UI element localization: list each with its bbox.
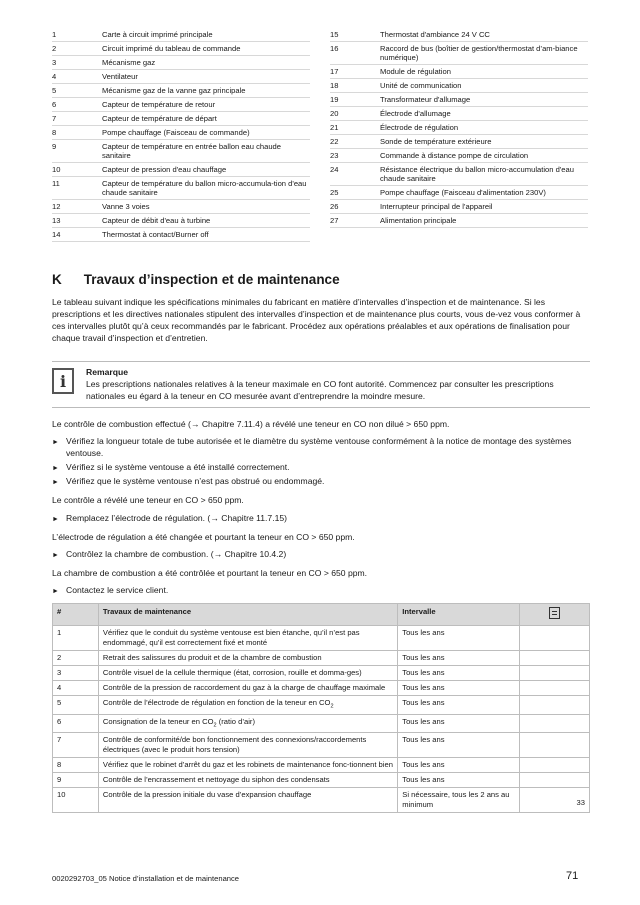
header-number: # [53, 604, 99, 626]
bullet-arrow-icon: ► [52, 439, 59, 446]
legend-item [52, 42, 310, 56]
legend-text: Mécanisme gaz [102, 58, 156, 67]
row-work: Contrôle de conformité/de bon fonctionnement des connexions/raccordements électriques (avec le produit hors tension) [98, 733, 397, 758]
table-header-row [53, 604, 590, 626]
legend-text: Carte à circuit imprimé principale [102, 30, 213, 39]
work-subscript: 2 [330, 703, 334, 710]
legend-text: Capteur de température de retour [102, 100, 216, 109]
legend-number: 2 [52, 44, 57, 53]
row-reference [520, 681, 590, 696]
legend-number: 10 [52, 165, 61, 174]
reference-page [524, 683, 585, 691]
row-number: 7 [53, 733, 99, 758]
work-text: Contrôle de l’électrode de régulation en fonction de la teneur en CO [102, 698, 331, 707]
legend-text: Capteur de pression d'eau chauffage [102, 165, 227, 174]
legend-number: 22 [330, 137, 339, 146]
row-interval: Tous les ans [398, 666, 520, 681]
legend-left-column [52, 28, 310, 242]
bullet-item: ► Remplacez l’électrode de régulation. (→ Chapitre 11.7.15) [52, 513, 590, 526]
work-text: Consignation de la teneur en CO [102, 716, 214, 726]
page-number: 71 [566, 870, 579, 882]
row-reference [520, 714, 590, 733]
footer-document-id: 0020292703_05 Notice d’installation et de maintenance [52, 874, 240, 883]
legend-number: 1 [52, 30, 57, 39]
legend-text: Capteur de température en entrée ballon eau chaude sanitaire [102, 142, 282, 160]
legend-number: 11 [52, 179, 60, 188]
row-work: Contrôle de la pression initiale du vase d’expansion chauffage [98, 788, 397, 813]
legend-item [330, 107, 588, 121]
reference-page [524, 698, 585, 706]
legend-number: 25 [330, 188, 339, 197]
legend-item [52, 112, 310, 126]
legend-text: Thermostat à contact/Burner off [102, 230, 209, 239]
legend-item [330, 28, 588, 42]
maintenance-table [52, 603, 590, 813]
legend-number: 9 [52, 142, 57, 151]
row-number: 1 [53, 626, 99, 651]
legend-number: 4 [52, 72, 57, 81]
reference-page [524, 717, 585, 725]
legend-right-column [330, 28, 588, 242]
row-work: Retrait des salissures du produit et de la chambre de combustion [98, 651, 397, 666]
table-row [53, 758, 590, 773]
row-reference [520, 626, 590, 651]
header-work: Travaux de maintenance [98, 604, 397, 626]
legend-number: 5 [52, 86, 57, 95]
legend-text: Capteur de température du ballon micro-accumula-tion d'eau chaude sanitaire [102, 179, 307, 197]
legend-item [52, 56, 310, 70]
row-reference [520, 788, 590, 813]
legend-number: 3 [52, 58, 57, 67]
legend-number: 17 [330, 67, 339, 76]
reference-page: 33 [576, 798, 585, 808]
legend-item [52, 98, 310, 112]
legend-text: Résistance électrique du ballon micro-accumulation d'eau chaude sanitaire [380, 165, 574, 183]
row-number: 4 [53, 681, 99, 696]
legend-item [330, 135, 588, 149]
table-row [53, 773, 590, 788]
row-interval: Tous les ans [398, 773, 520, 788]
legend-item [330, 65, 588, 79]
row-work: Contrôle de la pression de raccordement du gaz à la charge de chauffage maximale [98, 681, 397, 696]
step-paragraph-4: La chambre de combustion a été contrôlée et pourtant la teneur en CO > 650 ppm. [52, 568, 368, 578]
row-reference [520, 733, 590, 758]
legend-item [330, 79, 588, 93]
header-interval: Intervalle [398, 604, 520, 626]
legend-item [330, 149, 588, 163]
table-row [53, 626, 590, 651]
bullet-item: ► Vérifiez que le système ventouse n’est pas obstrué ou endommagé. [52, 476, 590, 489]
legend-number: 7 [52, 114, 57, 123]
row-reference [520, 651, 590, 666]
reference-page [524, 628, 585, 636]
intro-paragraph: Le tableau suivant indique les spécifications minimales du fabricant en matière d’intervalles d’inspection et de maintenance. Si les prescriptions et les directives nationales stipulent des intervalles d’inspection et de maintenance plus courts, vous de-vez vous conformer à ces intervalles plutôt qu’à ceux recommandés par le fabricant. Procédez aux opérations préalables et aux opérations de finalisation pour chaque travail d’inspection et d’entretien. [52, 297, 581, 343]
reference-page [524, 653, 585, 661]
table-row [53, 788, 590, 813]
legend-item [330, 93, 588, 107]
legend-number: 6 [52, 100, 57, 109]
legend-number: 8 [52, 128, 57, 137]
legend-item [52, 214, 310, 228]
legend-number: 16 [330, 44, 339, 53]
info-icon: i [52, 368, 74, 394]
row-work [98, 696, 397, 715]
bullet-arrow-icon: ► [52, 516, 59, 523]
row-interval: Tous les ans [398, 696, 520, 715]
component-legend [52, 28, 588, 242]
row-number: 9 [53, 773, 99, 788]
note-text: Les prescriptions nationales relatives à la teneur maximale en CO font autorité. Commencez par consulter les prescriptions nationales eu égard à la teneur en CO mesurée avant d’entreprendre la moindre mesure. [86, 379, 554, 401]
table-row [53, 733, 590, 758]
row-interval: Tous les ans [398, 681, 520, 696]
legend-item [52, 84, 310, 98]
bullet-arrow-icon: ► [52, 552, 59, 559]
section-title: Travaux d’inspection et de maintenance [83, 272, 340, 287]
bullet-arrow-icon: ► [52, 588, 59, 595]
legend-number: 26 [330, 202, 339, 211]
row-reference [520, 758, 590, 773]
legend-text: Thermostat d'ambiance 24 V CC [380, 30, 490, 39]
row-reference [520, 696, 590, 715]
row-work: Contrôle visuel de la cellule thermique (état, corrosion, rouille et domma-ges) [98, 666, 397, 681]
legend-number: 23 [330, 151, 339, 160]
bullet-arrow-icon: ► [52, 465, 59, 472]
row-work: Vérifiez que le robinet d’arrêt du gaz et les robinets de maintenance fonc-tionnent bien [98, 758, 397, 773]
legend-number: 15 [330, 30, 339, 39]
legend-text: Pompe chauffage (Faisceau d'alimentation 230V) [380, 188, 546, 197]
row-work: Contrôle de l’encrassement et nettoyage du siphon des condensats [98, 773, 397, 788]
table-row [53, 714, 590, 733]
row-interval: Tous les ans [398, 651, 520, 666]
row-number: 8 [53, 758, 99, 773]
row-work [98, 714, 397, 733]
legend-text: Commande à distance pompe de circulation [380, 151, 529, 160]
row-number: 10 [53, 788, 99, 813]
legend-item [52, 200, 310, 214]
legend-text: Module de régulation [380, 67, 451, 76]
section-letter: K [52, 272, 62, 287]
bullet-item: ► Vérifiez la longueur totale de tube autorisée et le diamètre du système ventouse conformément à la notice de montage des systèmes ventouse. [52, 436, 572, 458]
legend-number: 18 [330, 81, 339, 90]
legend-number: 21 [330, 123, 339, 132]
bullet-item: ► Vérifiez si le système ventouse a été installé correctement. [52, 462, 590, 475]
legend-item [330, 214, 588, 228]
step-paragraph-2: Le contrôle a révélé une teneur en CO > 650 ppm. [52, 495, 244, 505]
legend-text: Unité de communication [380, 81, 462, 90]
bullet-item: ► Contactez le service client. [52, 585, 590, 598]
legend-number: 19 [330, 95, 339, 104]
legend-text: Interrupteur principal de l'appareil [380, 202, 493, 211]
section-heading [52, 272, 340, 287]
legend-text: Raccord de bus (boîtier de gestion/thermostat d’am-biance numérique) [380, 44, 578, 62]
legend-item [330, 200, 588, 214]
legend-number: 12 [52, 202, 61, 211]
legend-text: Sonde de température extérieure [380, 137, 492, 146]
reference-page [524, 775, 585, 783]
row-interval: Si nécessaire, tous les 2 ans au minimum [398, 788, 520, 813]
reference-page [524, 668, 585, 676]
note-title: Remarque [86, 367, 129, 377]
legend-item [52, 28, 310, 42]
legend-number: 24 [330, 165, 339, 174]
book-icon [549, 607, 560, 619]
step-paragraph-3: L’électrode de régulation a été changée et pourtant la teneur en CO > 650 ppm. [52, 532, 355, 542]
reference-page [524, 760, 585, 768]
legend-text: Mécanisme gaz de la vanne gaz principale [102, 86, 246, 95]
row-number: 6 [53, 714, 99, 733]
legend-item [52, 126, 310, 140]
legend-text: Électrode d'allumage [380, 109, 451, 118]
row-number: 2 [53, 651, 99, 666]
legend-item [52, 163, 310, 177]
row-interval: Tous les ans [398, 758, 520, 773]
table-row [53, 651, 590, 666]
legend-item [52, 140, 310, 163]
legend-text: Capteur de débit d'eau à turbine [102, 216, 211, 225]
header-reference [520, 604, 590, 626]
legend-item [330, 121, 588, 135]
work-text: (ratio d’air) [216, 716, 255, 726]
bullet-item: ► Contrôlez la chambre de combustion. (→ Chapitre 10.4.2) [52, 549, 590, 562]
table-row [53, 696, 590, 715]
legend-item [330, 163, 588, 186]
row-interval: Tous les ans [398, 626, 520, 651]
legend-text: Électrode de régulation [380, 123, 459, 132]
legend-item [330, 42, 588, 65]
row-work: Vérifiez que le conduit du système ventouse est bien étanche, qu’il n’est pas endommagé, qu’il est correctement fixé et monté [98, 626, 397, 651]
legend-number: 27 [330, 216, 339, 225]
legend-text: Transformateur d'allumage [380, 95, 471, 104]
legend-text: Pompe chauffage (Faisceau de commande) [102, 128, 250, 137]
bullet-arrow-icon: ► [52, 479, 59, 486]
step-paragraph-1: Le contrôle de combustion effectué (→ Chapitre 7.11.4) a révélé une teneur en CO non dilué > 650 ppm. [52, 419, 450, 429]
legend-text: Capteur de température de départ [102, 114, 217, 123]
reference-page [524, 735, 585, 743]
legend-item [330, 186, 588, 200]
note-box [52, 361, 590, 408]
row-number: 5 [53, 696, 99, 715]
work-subscript: 2 [213, 722, 217, 729]
row-reference [520, 773, 590, 788]
legend-item [52, 70, 310, 84]
row-reference [520, 666, 590, 681]
legend-text: Circuit imprimé du tableau de commande [102, 44, 241, 53]
legend-text: Ventilateur [102, 72, 138, 81]
legend-text: Vanne 3 voies [102, 202, 150, 211]
legend-number: 20 [330, 109, 339, 118]
row-interval: Tous les ans [398, 733, 520, 758]
legend-item [52, 228, 310, 242]
legend-item [52, 177, 310, 200]
table-row [53, 666, 590, 681]
table-row [53, 681, 590, 696]
legend-text: Alimentation principale [380, 216, 457, 225]
legend-number: 14 [52, 230, 61, 239]
row-interval: Tous les ans [398, 714, 520, 733]
row-number: 3 [53, 666, 99, 681]
legend-number: 13 [52, 216, 61, 225]
